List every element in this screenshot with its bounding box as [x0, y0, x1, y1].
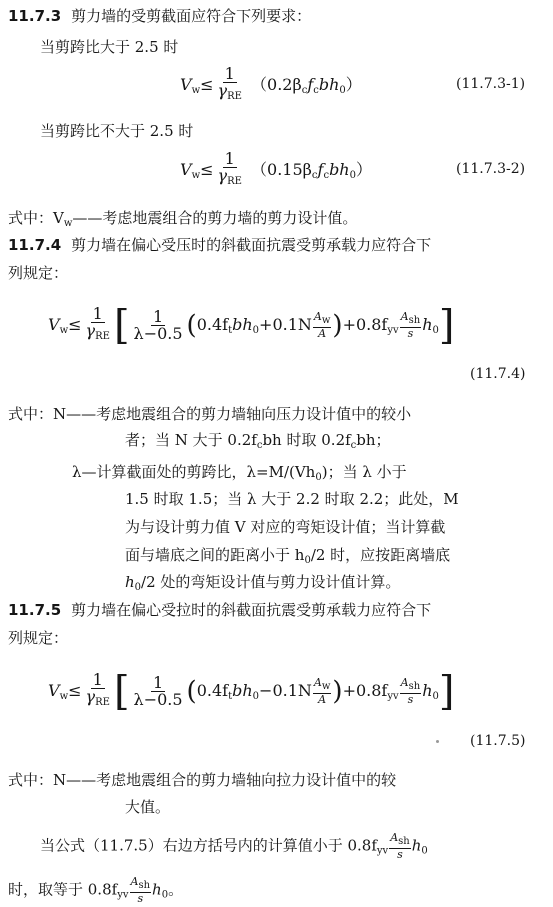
section-number: 11.7.3 — [8, 7, 62, 25]
section-11-7-4-heading — [8, 235, 431, 255]
section-number: 11.7.4 — [8, 236, 62, 254]
section-number: 11.7.5 — [8, 601, 62, 619]
fraction: $\frac{1}{\gamma_{RE}}$ — [217, 149, 242, 187]
section-title-cont: 列规定： — [8, 264, 69, 282]
note-paragraph: 当公式（11.7.5）右边方括号内的计算值小于 $0.8f_{yv}$ Ash s $h_0$ — [40, 831, 428, 861]
note-paragraph-cont: 时，取等于 $0.8f_{yv}$ Ash s $h_0$。 — [8, 875, 184, 905]
section-11-7-3-heading — [8, 6, 311, 26]
formula-11-7-3-1: $V_w\le$ $\frac{1}{\gamma_{RE}}$ $(0.2\beta_cf_cbh_0)$ — [180, 66, 362, 105]
section-title: 剪力墙在偏心受压时的斜截面抗震受剪承载力应符合下 — [71, 236, 432, 254]
formula-11-7-4: $V_w\le$ $\frac{1}{\gamma_{RE}}$ [ $\frac{1}{\lambda-0.5}$ ($0.4f_tbh_0+0.1N$ $\frac{Aw}{A}$ )$+0.8f_{yv}$ Ash s $h_0$] — [48, 302, 455, 349]
equation-number: (11.7.3-1) — [456, 76, 526, 92]
lambda-definition-cont: 为与设计剪力值 V 对应的弯矩设计值；当计算截 — [125, 518, 446, 536]
where-clause: 式中：N——考虑地震组合的剪力墙轴向拉力设计值中的较 — [8, 771, 397, 789]
where-clause-cont: 者；当 N 大于 $0.2f_cbh$ 时取 $0.2f_cbh$； — [125, 431, 391, 451]
condition-text: 当剪跨比大于 2.5 时 — [40, 38, 179, 56]
formula-11-7-5: $V_w\le$ $\frac{1}{\gamma_{RE}}$ [ $\frac{1}{\lambda-0.5}$ ($0.4f_tbh_0-0.1N$ $\frac{Aw}{A}$ )$+0.8f_{yv}$ Ash s $h_0$] — [48, 668, 455, 715]
fraction: $\frac{1}{\gamma_{RE}}$ — [217, 64, 242, 102]
equation-number: (11.7.4) — [470, 366, 526, 382]
section-title-cont: 列规定： — [8, 629, 69, 647]
where-clause: 式中：$V_w——$考虑地震组合的剪力墙的剪力设计值。 — [8, 209, 358, 229]
lambda-definition-cont: 1.5 时取 1.5；当 λ 大于 2.2 时取 2.2；此处，M — [125, 490, 459, 508]
scan-smudge — [436, 740, 439, 743]
equation-number: (11.7.3-2) — [456, 161, 526, 177]
section-title: 剪力墙在偏心受拉时的斜截面抗震受剪承载力应符合下 — [71, 601, 432, 619]
formula-11-7-3-2: $V_w\le$ $\frac{1}{\gamma_{RE}}$ $(0.15\beta_cf_cbh_0)$ — [180, 151, 372, 190]
lambda-definition-cont: 面与墙底之间的距离小于 $h_0/2$ 时，应按距离墙底 — [125, 546, 451, 566]
section-title: 剪力墙的受剪截面应符合下列要求： — [71, 7, 312, 25]
condition-text: 当剪跨比不大于 2.5 时 — [40, 122, 194, 140]
where-clause: 式中：N——考虑地震组合的剪力墙轴向压力设计值中的较小 — [8, 405, 412, 423]
where-clause-cont: 大值。 — [125, 798, 171, 816]
lambda-definition: λ—计算截面处的剪跨比，$\lambda=M/(Vh_0)$；当 λ 小于 — [72, 463, 407, 483]
equation-number: (11.7.5) — [470, 733, 526, 749]
section-11-7-5-heading — [8, 600, 431, 620]
lambda-definition-cont: $h_0/2$ 处的弯矩设计值与剪力设计值计算。 — [125, 573, 401, 593]
